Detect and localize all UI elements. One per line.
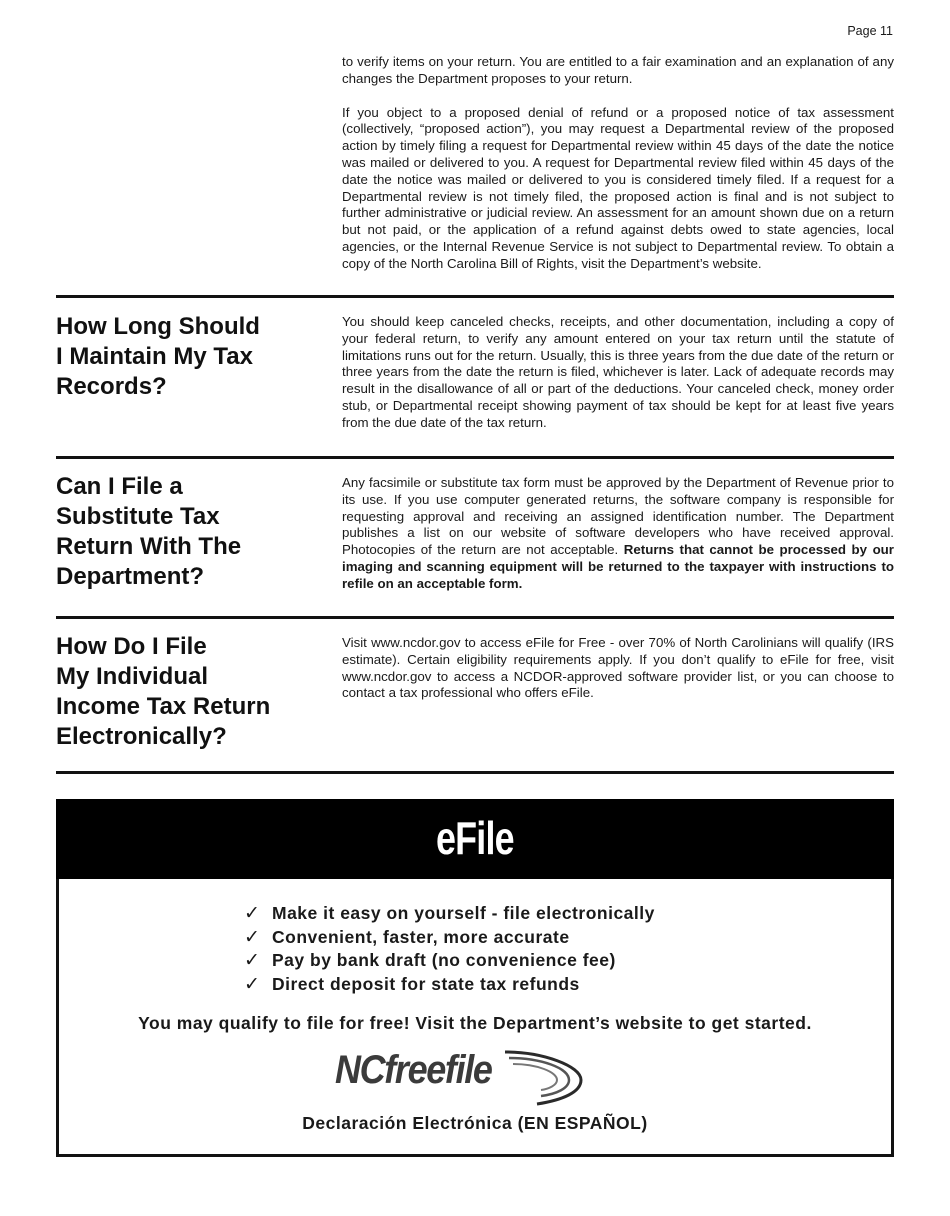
intro-block (342, 54, 894, 273)
section-text-efile: Visit www.ncdor.gov to access eFile for Free - over 70% of North Carolinians will qualify (IRS estimate). Certain eligibility requirements apply. If you don’t qualify to eFile for free, visit www.ncdor.gov to access a NCDOR-approved software provider list, or you can choose to contact a tax professional who offers eFile. (342, 635, 894, 701)
section-divider (56, 456, 894, 459)
list-item: ✓ Convenient, faster, more accurate (244, 926, 570, 948)
section-divider (56, 295, 894, 298)
list-item: ✓ Pay by bank draft (no convenience fee) (244, 950, 616, 971)
section-heading-records: How Long Should I Maintain My Tax Records? (56, 313, 260, 400)
checkmark-icon: ✓ (244, 926, 261, 948)
intro-paragraph-1: to verify items on your return. You are entitled to a fair examination and an explanation of any changes the Department proposes to your return. (342, 54, 894, 86)
efile-banner (56, 799, 894, 879)
section-heading-substitute: Can I File a Substitute Tax Return With The Department? (56, 473, 242, 590)
qualify-text: You may qualify to file for free! Visit the Department’s website to get started. (138, 1013, 812, 1033)
page-number: Page 11 (847, 24, 893, 38)
efile-title: eFile (436, 812, 514, 864)
section-text-substitute-bold: Returns that cannot be processed by our imaging and scanning equipment will be returned to the taxpayer with instructions to refile on an acceptable form. (342, 542, 894, 591)
intro-paragraph-2: If you object to a proposed denial of refund or a proposed notice of tax assessment (collectively, “proposed action”), you may request a Departmental review of the proposed action by timely filing a request for Departmental review within 45 days of the date the notice was mailed or delivered to you. A request for Departmental review filed within 45 days of the date the notice was mailed or delivered to you is considered timely filed. If a request for a Departmental review is not timely filed, the proposed action is final and is not subject to further administrative or judicial review. An assessment for an amount shown due on a return but not paid, or the application of a refund against debts owed to state agencies, local agencies, or the Internal Revenue Service is not subject to Departmental review. To obtain a copy of the North Carolina Bill of Rights, visit the Department’s website. (342, 104, 894, 271)
ncfreefile-logo (335, 1044, 595, 1110)
checkmark-icon: ✓ (244, 973, 261, 995)
logo-wordmark: NCfreefile (335, 1048, 492, 1092)
list-item: ✓ Direct deposit for state tax refunds (244, 973, 580, 995)
section-text-substitute: Any facsimile or substitute tax form must be approved by the Department of Revenue prior to its use. If you use computer generated returns, the software company is responsible for requesting approval and receiving an assigned identification number. The Department publishes a list on our website of software developers who have received approval. Photocopies of the return are not acceptable. Returns that cannot be processed by our imaging and scanning equipment will be returned to the taxpayer with instructions to refile on an acceptable form. (342, 475, 894, 591)
section-heading-efile: How Do I File My Individual Income Tax Return Electronically? (56, 633, 271, 750)
efile-benefits-list (244, 902, 655, 996)
section-divider (56, 771, 894, 774)
list-item: ✓ Make it easy on yourself - file electronically (244, 903, 655, 924)
spanish-efile-link: Declaración Electrónica (EN ESPAÑOL) (302, 1113, 648, 1133)
checkmark-icon: ✓ (244, 903, 261, 924)
section-divider (56, 616, 894, 619)
checkmark-icon: ✓ (244, 950, 261, 971)
section-text-records: You should keep canceled checks, receipts, and other documentation, including a copy of your federal return, to verify any amount entered on your tax return until the statute of limitations runs out for the return. Usually, this is three years from the due date of the return or three years from the date the return is filed, whichever is later. Lack of adequate records may result in the disallowance of all or part of the deductions. Your canceled check, money order stub, or Departmental receipt showing payment of tax should be kept for at least five years from the due date of the tax return. (342, 314, 894, 430)
swoosh-icon (503, 1048, 585, 1106)
efile-promo-box (56, 799, 894, 1157)
